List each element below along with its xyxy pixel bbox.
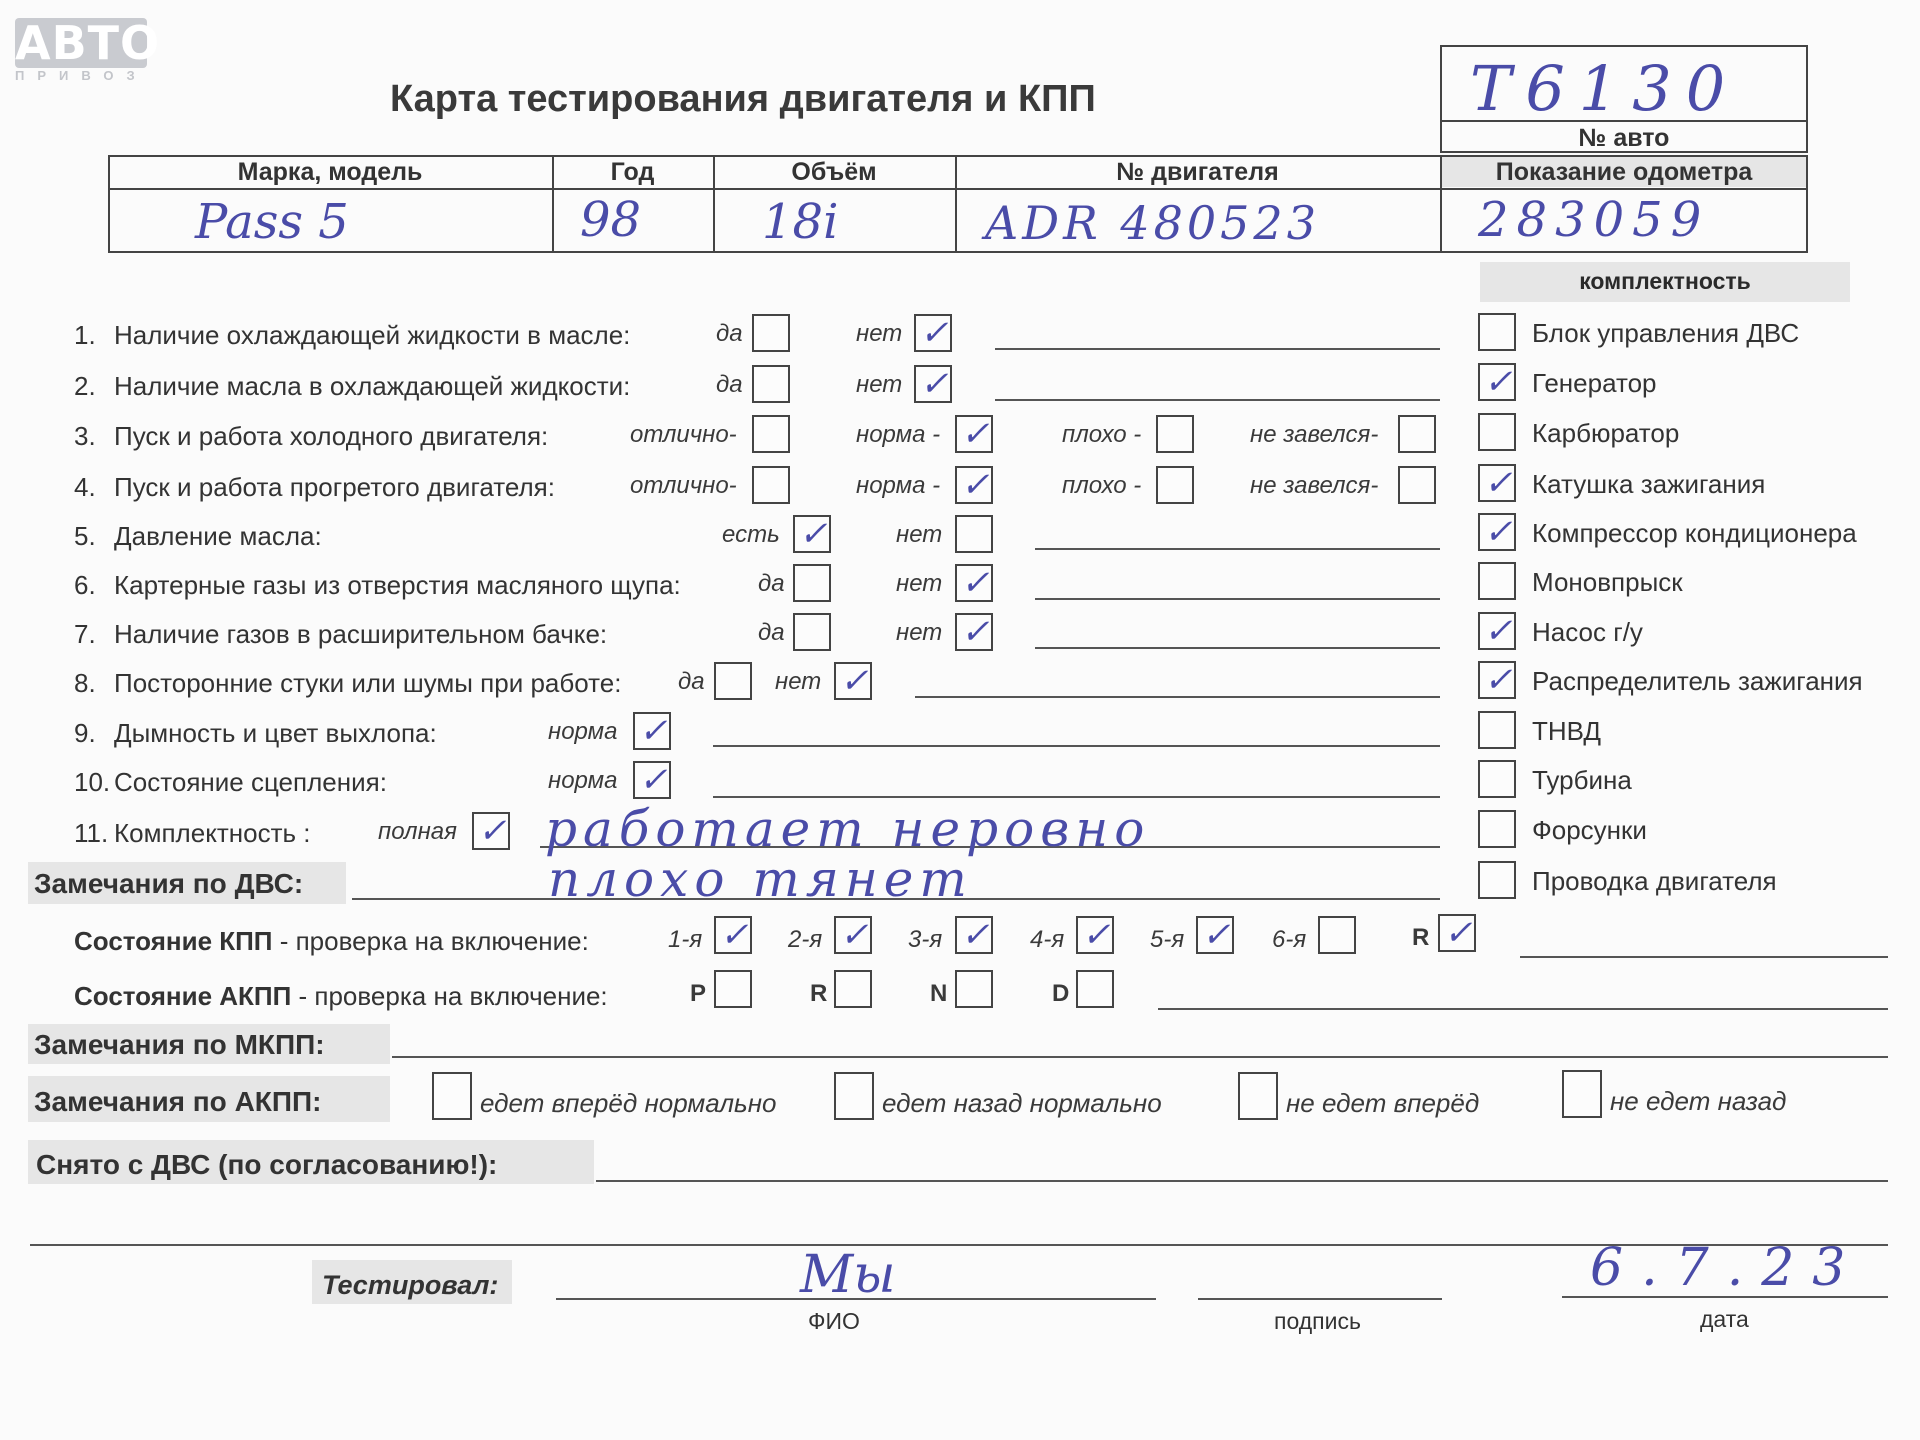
row-text: Картерные газы из отверстия масляного щупа: <box>114 570 681 600</box>
check-mark: ✓ <box>639 711 668 751</box>
answer-line[interactable] <box>995 399 1440 401</box>
row-text: Наличие охлаждающей жидкости в масле: <box>114 320 631 350</box>
row-number: 9. <box>74 718 96 748</box>
kpp-label-bold: Состояние КПП <box>74 926 273 956</box>
option-checkbox[interactable] <box>793 613 831 651</box>
akpp-gear-label: P <box>690 980 707 1007</box>
col-head-odometer: Показание одометра <box>1495 158 1753 186</box>
row-number: 6. <box>74 570 96 600</box>
check-mark: ✓ <box>1444 913 1473 953</box>
komplekt-checkbox[interactable] <box>1478 760 1516 798</box>
answer-line[interactable] <box>1035 548 1440 550</box>
check-mark: ✓ <box>639 760 668 800</box>
col-head-model: Марка, модель <box>237 158 423 186</box>
signature-line[interactable] <box>1198 1298 1442 1300</box>
option-label: да <box>758 619 785 646</box>
option-checkbox[interactable] <box>633 761 671 799</box>
gear-checkbox[interactable] <box>1318 916 1356 954</box>
check-mark: ✓ <box>478 811 507 851</box>
row-text: Комплектность : <box>114 818 311 848</box>
akpp-remark-checkbox[interactable] <box>432 1072 472 1120</box>
akpp-gear-checkbox[interactable] <box>714 970 752 1008</box>
komplekt-label: Блок управления ДВС <box>1532 318 1800 348</box>
option-label: нет <box>896 521 943 548</box>
option-checkbox[interactable] <box>1156 415 1194 453</box>
check-mark: ✓ <box>799 514 828 554</box>
option-checkbox[interactable] <box>955 466 993 504</box>
komplekt-label: Насос г/у <box>1532 617 1643 647</box>
komplekt-checkbox[interactable] <box>1478 513 1516 551</box>
komplekt-label: Проводка двигателя <box>1532 866 1777 896</box>
kpp-remarks-line[interactable] <box>1520 956 1888 958</box>
col-head-volume: Объём <box>791 158 877 186</box>
mkpp-remarks-label: Замечания по МКПП: <box>34 1029 325 1060</box>
option-label: полная <box>378 818 457 845</box>
akpp-gear-checkbox[interactable] <box>1076 970 1114 1008</box>
row-text: Посторонние стуки или шумы при работе: <box>114 668 622 698</box>
row-number: 5. <box>74 521 96 551</box>
row-text: Дымность и цвет выхлопа: <box>114 718 437 748</box>
tested-label: Тестировал: <box>322 1270 499 1300</box>
check-mark: ✓ <box>1484 660 1513 700</box>
option-checkbox[interactable] <box>752 365 790 403</box>
option-label: нет <box>896 619 943 646</box>
option-checkbox[interactable] <box>955 564 993 602</box>
row-number: 2. <box>74 371 96 401</box>
option-label: не завелся- <box>1250 472 1379 499</box>
akpp-gear-label: N <box>930 980 948 1007</box>
volume-value: 18i <box>762 194 839 250</box>
komplekt-checkbox[interactable] <box>1478 861 1516 899</box>
mkpp-remarks-line[interactable] <box>392 1056 1888 1058</box>
komplekt-label: ТНВД <box>1532 716 1602 746</box>
check-mark: ✓ <box>961 612 990 652</box>
gear-label: 3-я <box>908 926 943 953</box>
option-label: отлично- <box>630 472 737 499</box>
check-mark: ✓ <box>961 414 990 454</box>
akpp-remark-checkbox[interactable] <box>1238 1072 1278 1120</box>
check-mark: ✓ <box>840 915 869 955</box>
check-mark: ✓ <box>1484 463 1513 503</box>
option-checkbox[interactable] <box>1156 466 1194 504</box>
answer-line[interactable] <box>1035 647 1440 649</box>
option-label: норма - <box>856 472 941 499</box>
akpp-remark-checkbox[interactable] <box>834 1072 874 1120</box>
komplekt-label: Распределитель зажигания <box>1532 666 1863 696</box>
akpp-gear-label: R <box>810 980 828 1007</box>
option-checkbox[interactable] <box>955 613 993 651</box>
option-checkbox[interactable] <box>752 466 790 504</box>
kpp-label <box>74 926 589 957</box>
gear-checkbox[interactable] <box>1196 916 1234 954</box>
odometer-value: 283059 <box>1478 192 1710 248</box>
row-text: Давление масла: <box>114 521 322 551</box>
akpp-remark-checkbox[interactable] <box>1562 1070 1602 1118</box>
option-checkbox[interactable] <box>914 314 952 352</box>
komplekt-label: Катушка зажигания <box>1532 469 1766 499</box>
fio-caption: ФИО <box>808 1308 860 1334</box>
komplekt-label: Генератор <box>1532 368 1657 398</box>
akpp-remark-option: не едет назад <box>1610 1086 1787 1116</box>
komplekt-checkbox[interactable] <box>1478 562 1516 600</box>
fio-value: Мы <box>800 1245 896 1305</box>
gear-label: 5-я <box>1150 926 1185 953</box>
row-text: Состояние сцепления: <box>114 767 387 797</box>
option-label: плохо - <box>1062 421 1142 448</box>
option-label: да <box>678 668 705 695</box>
komplekt-checkbox[interactable] <box>1478 363 1516 401</box>
komplekt-label: Компрессор кондиционера <box>1532 518 1857 548</box>
check-mark: ✓ <box>1484 362 1513 402</box>
komplekt-checkbox[interactable] <box>1478 464 1516 502</box>
handwritten-note-2: плохо тянет <box>548 850 973 908</box>
option-checkbox[interactable] <box>752 415 790 453</box>
auto-number-value: Т6130 <box>1470 52 1740 125</box>
option-checkbox[interactable] <box>793 564 831 602</box>
row-number: 11. <box>74 818 109 848</box>
akpp-gear-label: D <box>1052 980 1070 1007</box>
check-mark: ✓ <box>961 465 990 505</box>
row-text: Наличие газов в расширительном бачке: <box>114 619 608 649</box>
option-checkbox[interactable] <box>714 662 752 700</box>
option-label: да <box>716 320 743 347</box>
gear-checkbox[interactable] <box>834 916 872 954</box>
option-label: не завелся- <box>1250 421 1379 448</box>
check-mark: ✓ <box>1484 611 1513 651</box>
option-label: нет <box>775 668 822 695</box>
option-label: да <box>716 371 743 398</box>
komplekt-checkbox[interactable] <box>1478 612 1516 650</box>
option-checkbox[interactable] <box>834 662 872 700</box>
option-label: да <box>758 570 785 597</box>
option-label: нет <box>896 570 943 597</box>
signature-caption: подпись <box>1274 1308 1361 1334</box>
akpp-label <box>74 981 608 1012</box>
row-text: Наличие масла в охлаждающей жидкости: <box>114 371 631 401</box>
removed-line-1[interactable] <box>596 1180 1888 1182</box>
komplekt-checkbox[interactable] <box>1478 661 1516 699</box>
auto-number-label: № авто <box>1578 124 1670 152</box>
option-label: норма <box>548 718 618 745</box>
komplekt-label: Форсунки <box>1532 815 1647 845</box>
answer-line[interactable] <box>915 696 1440 698</box>
answer-line[interactable] <box>995 348 1440 350</box>
gear-label: R <box>1412 924 1430 951</box>
row-text: Пуск и работа прогретого двигателя: <box>114 472 555 502</box>
removed-label: Снято с ДВС (по согласованию!): <box>36 1149 498 1180</box>
dvs-remarks-label: Замечания по ДВС: <box>34 868 304 899</box>
option-label: отлично- <box>630 421 737 448</box>
check-mark: ✓ <box>920 313 949 353</box>
gear-label: 1-я <box>668 926 703 953</box>
akpp-remark-option: едет вперёд нормально <box>480 1088 777 1118</box>
option-label: плохо - <box>1062 472 1142 499</box>
akpp-remark-option: едет назад нормально <box>882 1088 1162 1118</box>
akpp-check-line[interactable] <box>1158 1008 1888 1010</box>
option-checkbox[interactable] <box>793 515 831 553</box>
komplekt-checkbox[interactable] <box>1478 711 1516 749</box>
komplekt-checkbox[interactable] <box>1478 313 1516 351</box>
option-checkbox[interactable] <box>1398 415 1436 453</box>
row-number: 10. <box>74 767 111 797</box>
option-checkbox[interactable] <box>914 365 952 403</box>
check-mark: ✓ <box>1202 915 1231 955</box>
akpp-gear-checkbox[interactable] <box>955 970 993 1008</box>
row-number: 8. <box>74 668 96 698</box>
date-value: 6.7.23 <box>1590 1238 1864 1298</box>
col-head-year: Год <box>610 158 655 186</box>
brand-logo: АВТО <box>15 16 161 70</box>
gear-label: 4-я <box>1030 926 1065 953</box>
row-number: 4. <box>74 472 96 502</box>
check-mark: ✓ <box>840 661 869 701</box>
gear-checkbox[interactable] <box>1076 916 1114 954</box>
gear-label: 2-я <box>788 926 823 953</box>
row-number: 3. <box>74 421 96 451</box>
date-caption: дата <box>1700 1306 1749 1332</box>
option-label: есть <box>722 521 780 548</box>
komplekt-label: Турбина <box>1532 765 1632 795</box>
check-mark: ✓ <box>720 915 749 955</box>
komplekt-title: комплектность <box>1579 268 1751 294</box>
col-head-engine-no: № двигателя <box>1116 158 1279 186</box>
check-mark: ✓ <box>961 915 990 955</box>
answer-line[interactable] <box>1035 598 1440 600</box>
check-mark: ✓ <box>961 563 990 603</box>
check-mark: ✓ <box>920 364 949 404</box>
check-mark: ✓ <box>1484 512 1513 552</box>
akpp-gear-checkbox[interactable] <box>834 970 872 1008</box>
option-checkbox[interactable] <box>955 415 993 453</box>
option-checkbox[interactable] <box>752 314 790 352</box>
answer-line[interactable] <box>713 745 1440 747</box>
gear-checkbox[interactable] <box>714 916 752 954</box>
option-label: норма - <box>856 421 941 448</box>
row-number: 7. <box>74 619 96 649</box>
option-checkbox[interactable] <box>955 515 993 553</box>
akpp-remarks-label: Замечания по АКПП: <box>34 1086 322 1117</box>
komplekt-checkbox[interactable] <box>1478 413 1516 451</box>
option-label: нет <box>856 371 903 398</box>
check-mark: ✓ <box>1082 915 1111 955</box>
gear-label: 6-я <box>1272 926 1307 953</box>
komplekt-label: Карбюратор <box>1532 418 1680 448</box>
komplekt-label: Моновпрыск <box>1532 567 1683 597</box>
komplekt-checkbox[interactable] <box>1478 810 1516 848</box>
kpp-label-rest: - проверка на включение: <box>272 926 589 956</box>
option-checkbox[interactable] <box>633 712 671 750</box>
option-label: норма <box>548 767 618 794</box>
row-number: 1. <box>74 320 96 350</box>
page-title: Карта тестирования двигателя и КПП <box>390 78 1096 120</box>
akpp-label-rest: - проверка на включение: <box>291 981 608 1011</box>
akpp-remark-option: не едет вперёд <box>1286 1088 1480 1118</box>
option-checkbox[interactable] <box>472 812 510 850</box>
gear-checkbox[interactable] <box>955 916 993 954</box>
option-label: нет <box>856 320 903 347</box>
brand-logo-sub: ПРИВОЗ <box>15 68 148 83</box>
handwritten-note-1: работает неровно <box>545 800 1151 858</box>
gear-checkbox[interactable] <box>1438 914 1476 952</box>
row-text: Пуск и работа холодного двигателя: <box>114 421 549 451</box>
akpp-label-bold: Состояние АКПП <box>74 981 292 1011</box>
option-checkbox[interactable] <box>1398 466 1436 504</box>
engine-no-value: ADR 480523 <box>985 196 1320 250</box>
answer-line[interactable] <box>713 796 1440 798</box>
year-value: 98 <box>580 192 642 248</box>
model-value: Pass 5 <box>195 194 349 250</box>
